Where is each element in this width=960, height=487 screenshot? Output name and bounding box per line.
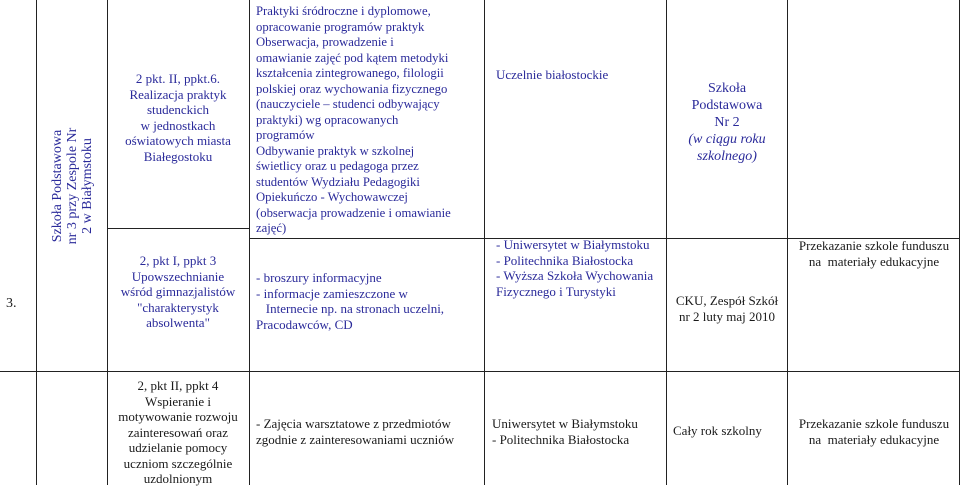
text-line: Cały rok szkolny: [673, 423, 762, 438]
column-divider: [666, 0, 667, 485]
description-bottom: [256, 270, 484, 332]
result-row-b: [789, 416, 959, 447]
text-line: Szkoła: [707, 81, 747, 96]
text-line: kształcenia zintegrowanego, filologii: [256, 66, 444, 80]
text-line: zajęć): [256, 221, 287, 235]
text-line: Praktyki śródroczne i dyplomowe,: [256, 4, 431, 18]
text-line: Podstawowa: [691, 98, 763, 113]
text-line: - Zajęcia warsztatowe z przedmiotów: [256, 416, 451, 431]
column-divider: [787, 0, 788, 485]
text-line: (w ciągu roku: [688, 132, 766, 147]
text-line: Fizycznego i Turystyki: [496, 283, 616, 299]
text-line: Opiekuńczo - Wychowawczej: [256, 190, 408, 204]
text-line: Realizacja praktyk: [129, 86, 227, 102]
description-top: [256, 4, 484, 237]
text-line: - broszury informacyjne: [256, 270, 382, 285]
place-row-b: [673, 423, 785, 439]
text-line: Pracodawców, CD: [256, 316, 353, 332]
place-bottom: [668, 293, 786, 324]
text-line: Przekazanie szkole funduszu: [798, 416, 950, 431]
text-line: Nr 2: [714, 115, 740, 130]
text-line: omawianie zajęć pod kątem metodyki: [256, 50, 449, 65]
text-line: szkolnego): [697, 149, 757, 164]
text-line: Internecie np. na stronach uczelni,: [256, 301, 445, 316]
text-line: (nauczyciele – studenci odbywający: [256, 97, 440, 111]
text-line: Upowszechnianie: [131, 268, 225, 284]
row-number: 3.: [6, 296, 17, 311]
column-divider: [107, 0, 108, 485]
column-divider: [484, 0, 485, 485]
text-line: nr 2 luty maj 2010: [678, 308, 776, 324]
text-line: polskiej oraz wychowania fizycznego: [256, 81, 448, 96]
school-name-line: nr 3 przy Zespole Nr: [64, 127, 80, 245]
row-divider: [0, 371, 960, 372]
text-line: - Politechnika Białostocka: [492, 431, 630, 447]
text-line: Przekazanie szkole funduszu: [798, 238, 950, 253]
text-line: absolwenta": [146, 315, 210, 330]
text-line: Obserwacja, prowadzenie i: [256, 35, 394, 49]
partner-top: [496, 67, 664, 83]
text-line: świetlicy oraz u pedagoga przez: [256, 159, 419, 173]
partner-bottom: [496, 237, 664, 299]
text-line: - Wyższa Szkoła Wychowania: [496, 268, 654, 283]
place-top: [668, 80, 786, 165]
description-row-b: [256, 416, 484, 447]
text-line: udzielanie pomocy: [128, 440, 228, 455]
text-line: praktyki) wg opracowanych: [256, 112, 399, 127]
text-line: Odbywanie praktyk w szkolnej: [256, 143, 415, 158]
text-line: 2, pkt II, ppkt 4: [137, 378, 219, 393]
text-line: uczniom szczególnie: [123, 455, 233, 471]
text-line: na materiały edukacyjne: [808, 431, 940, 447]
text-line: w jednostkach: [140, 117, 216, 133]
reference-row-b: [109, 378, 247, 487]
text-line: Białegostoku: [143, 148, 213, 164]
school-name-line: Szkoła Podstawowa: [49, 129, 65, 243]
result-bottom: [789, 238, 959, 269]
text-line: studentów Wydziału Pedagogiki: [256, 174, 420, 189]
text-line: Uczelnie białostockie: [496, 67, 609, 82]
text-line: oświatowych miasta: [125, 133, 231, 148]
text-line: - informacje zamieszczone w: [256, 285, 408, 301]
text-line: programów: [256, 128, 315, 142]
text-line: "charakterystyk: [137, 299, 219, 315]
text-line: - Politechnika Białostocka: [496, 252, 634, 268]
text-line: CKU, Zespół Szkół: [675, 293, 779, 308]
text-line: zainteresowań oraz: [128, 424, 228, 440]
column-divider: [249, 0, 250, 485]
text-line: motywowanie rozwoju: [118, 409, 238, 424]
partner-row-b: [492, 416, 664, 447]
school-name-vertical: [37, 4, 107, 368]
text-line: Uniwersytet w Białymstoku: [492, 416, 638, 431]
reference-bottom: [109, 253, 247, 331]
text-line: studenckich: [146, 102, 210, 117]
text-line: wśród gimnazjalistów: [120, 284, 236, 299]
text-line: Wspieranie i: [144, 393, 212, 409]
reference-top: [109, 71, 247, 164]
text-line: uzdolnionym: [143, 471, 213, 486]
text-line: 2 pkt. II, ppkt.6.: [135, 71, 221, 86]
text-line: opracowanie programów praktyk: [256, 19, 425, 34]
text-line: zgodnie z zainteresowaniami uczniów: [256, 431, 455, 447]
school-name-line: 2 w Białymstoku: [79, 138, 95, 234]
text-line: 2, pkt I, ppkt 3: [139, 253, 217, 268]
text-line: na materiały edukacyjne: [808, 253, 940, 269]
subrow-divider: [107, 228, 249, 229]
text-line: - Uniwersytet w Białymstoku: [496, 237, 650, 252]
text-line: (obserwacja prowadzenie i omawianie: [256, 205, 451, 220]
